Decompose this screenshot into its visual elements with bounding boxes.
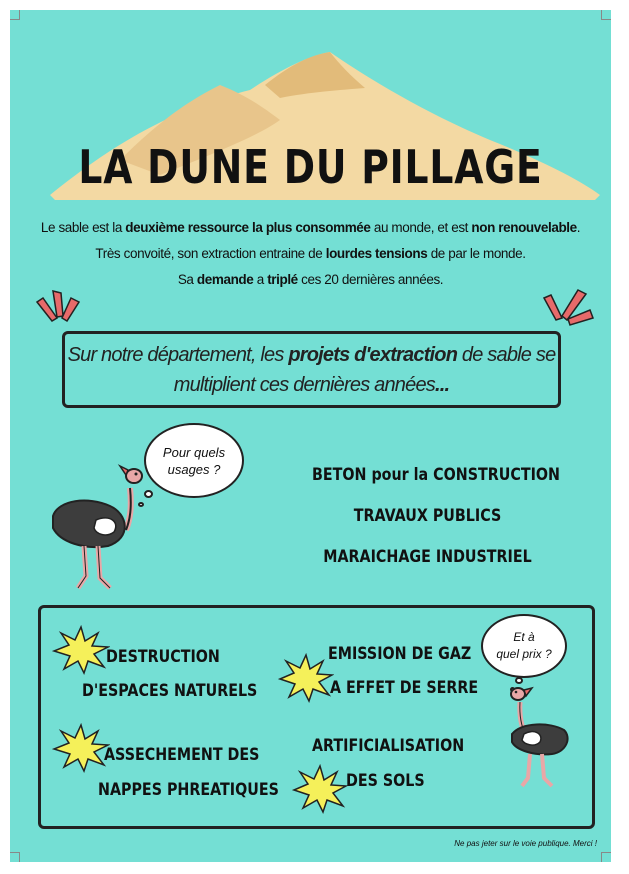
emphasis-marks-left-icon	[35, 288, 85, 333]
burst-star-icon	[52, 625, 110, 675]
page-title: LA DUNE DU PILLAGE	[78, 140, 543, 194]
speech-bubble-price	[481, 614, 567, 678]
use-market-gardening: MARAICHAGE INDUSTRIEL	[323, 547, 532, 567]
burst-star-icon	[52, 723, 110, 775]
use-construction: BETON pour la CONSTRUCTION	[312, 465, 560, 485]
highlight-line-1: Sur notre département, les projets d'extraction de sable se	[67, 344, 556, 366]
crop-mark	[601, 852, 611, 862]
impact-destruction-line-1: DESTRUCTION	[106, 647, 220, 667]
crop-mark	[10, 852, 20, 862]
ostrich-icon	[48, 458, 148, 598]
bubble-line: quel prix ?	[496, 647, 552, 661]
footer-note: Ne pas jeter sur le voie publique. Merci !	[454, 839, 597, 848]
speech-bubble-usages	[144, 423, 244, 498]
intro-line-1: Le sable est la deuxième ressource la plus consommée au monde, et est non renouvelable.	[40, 220, 581, 235]
burst-star-icon	[278, 653, 334, 703]
bubble-line: Pour quels	[162, 444, 226, 460]
highlight-box	[62, 331, 561, 408]
impact-drying-line-2: NAPPES PHREATIQUES	[98, 780, 279, 800]
use-public-works: TRAVAUX PUBLICS	[353, 506, 502, 526]
ostrich-icon	[502, 682, 574, 792]
impact-drying-line-1: ASSECHEMENT DES	[104, 745, 260, 765]
intro-line-3: Sa demande a triplé ces 20 dernières années.	[177, 272, 444, 287]
bubble-line: Et à	[513, 630, 535, 644]
intro-line-2: Très convoité, son extraction entraine de lourdes tensions de par le monde.	[95, 246, 526, 261]
impact-artificialisation-line-1: ARTIFICIALISATION	[312, 736, 465, 756]
impact-destruction-line-2: D'ESPACES NATURELS	[82, 681, 258, 701]
intro-text	[24, 215, 597, 293]
poster	[10, 10, 611, 862]
bubble-line: usages ?	[167, 461, 221, 477]
highlight-line-2: multiplient ces dernières années...	[173, 374, 450, 396]
impact-emission-line-1: EMISSION DE GAZ	[328, 644, 472, 664]
impact-artificialisation-line-2: DES SOLS	[346, 771, 425, 791]
burst-star-icon	[292, 764, 348, 814]
impact-emission-line-2: A EFFET DE SERRE	[330, 678, 479, 698]
uses-list	[312, 455, 560, 578]
